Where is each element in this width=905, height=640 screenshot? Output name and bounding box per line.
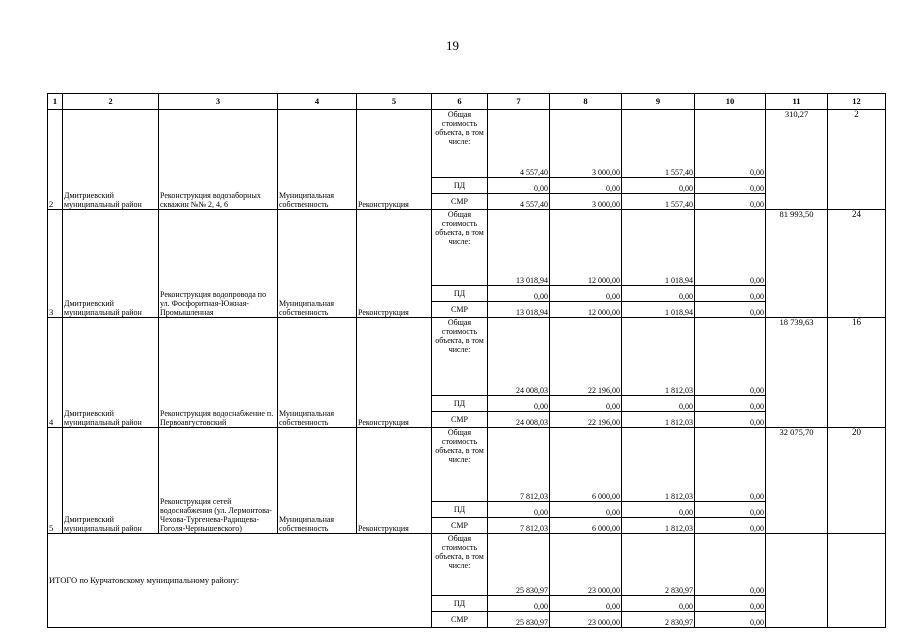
summary-column-12 <box>828 534 886 628</box>
smr-value: 12 000,00 <box>550 302 622 318</box>
pd-value: 0,00 <box>695 286 766 302</box>
object-name-cell: Реконструкция водозаборных скважин №№ 2, 4, 6 <box>159 110 278 210</box>
pd-label: ПД <box>432 502 488 518</box>
row-index: 3 <box>48 210 63 318</box>
summary-row <box>48 534 886 596</box>
total-value: 0,00 <box>695 428 766 502</box>
total-value: 7 812,03 <box>488 428 550 502</box>
pd-value: 0,00 <box>550 396 622 412</box>
smr-value: 1 812,03 <box>622 412 695 428</box>
table-row <box>48 210 886 286</box>
district-cell: Дмитриевский муниципальный район <box>63 210 159 318</box>
header-cell: 12 <box>828 94 886 110</box>
header-cell: 5 <box>357 94 432 110</box>
smr-value: 0,00 <box>695 412 766 428</box>
pd-value: 0,00 <box>488 178 550 194</box>
smr-value: 4 557,40 <box>488 194 550 210</box>
header-row <box>48 94 886 110</box>
smr-value: 1 557,40 <box>622 194 695 210</box>
column-12-value: 24 <box>828 210 886 318</box>
summary-pd-value: 0,00 <box>695 596 766 612</box>
total-cost-label: Общая стоимость объекта, в том числе: <box>432 318 488 396</box>
summary-label: ИТОГО по Курчатовскому муниципальному району: <box>48 534 432 628</box>
row-index: 5 <box>48 428 63 534</box>
ownership-cell: Муниципальная собственность <box>278 110 357 210</box>
total-value: 1 018,94 <box>622 210 695 286</box>
ownership-cell: Муниципальная собственность <box>278 428 357 534</box>
total-value: 22 196,00 <box>550 318 622 396</box>
summary-pd-value: 0,00 <box>622 596 695 612</box>
header-cell: 6 <box>432 94 488 110</box>
object-name-cell: Реконструкция водопровода по ул. Фосфоритная-Южная-Промышленная <box>159 210 278 318</box>
column-12-value: 16 <box>828 318 886 428</box>
smr-value: 0,00 <box>695 518 766 534</box>
total-value: 24 008,03 <box>488 318 550 396</box>
object-name-cell: Реконструкция водоснабжение п. Первоавгустовский <box>159 318 278 428</box>
summary-pd-value: 0,00 <box>488 596 550 612</box>
header-cell: 2 <box>63 94 159 110</box>
column-12-value: 20 <box>828 428 886 534</box>
smr-value: 1 018,94 <box>622 302 695 318</box>
pd-label: ПД <box>432 178 488 194</box>
row-index: 4 <box>48 318 63 428</box>
total-value: 0,00 <box>695 210 766 286</box>
column-11-value: 32 075,70 <box>766 428 828 534</box>
table-row <box>48 110 886 178</box>
summary-total-value: 0,00 <box>695 534 766 596</box>
pd-value: 0,00 <box>695 178 766 194</box>
total-value: 12 000,00 <box>550 210 622 286</box>
header-cell: 7 <box>488 94 550 110</box>
district-cell: Дмитриевский муниципальный район <box>63 428 159 534</box>
smr-value: 6 000,00 <box>550 518 622 534</box>
smr-label: СМР <box>432 302 488 318</box>
total-cost-label: Общая стоимость объекта, в том числе: <box>432 210 488 286</box>
pd-value: 0,00 <box>488 396 550 412</box>
summary-pd-label: ПД <box>432 596 488 612</box>
ownership-cell: Муниципальная собственность <box>278 318 357 428</box>
pd-value: 0,00 <box>622 286 695 302</box>
pd-value: 0,00 <box>488 286 550 302</box>
total-cost-label: Общая стоимость объекта, в том числе: <box>432 110 488 178</box>
header-cell: 8 <box>550 94 622 110</box>
work-type-cell: Реконструкция <box>357 318 432 428</box>
pd-label: ПД <box>432 396 488 412</box>
pd-value: 0,00 <box>622 502 695 518</box>
total-value: 1 812,03 <box>622 428 695 502</box>
summary-smr-value: 25 830,97 <box>488 612 550 628</box>
total-cost-label: Общая стоимость объекта, в том числе: <box>432 428 488 502</box>
district-cell: Дмитриевский муниципальный район <box>63 110 159 210</box>
header-cell: 11 <box>766 94 828 110</box>
smr-value: 0,00 <box>695 194 766 210</box>
district-cell: Дмитриевский муниципальный район <box>63 318 159 428</box>
summary-smr-value: 2 830,97 <box>622 612 695 628</box>
ownership-cell: Муниципальная собственность <box>278 210 357 318</box>
total-value: 0,00 <box>695 110 766 178</box>
smr-value: 7 812,03 <box>488 518 550 534</box>
page-number: 19 <box>446 38 459 53</box>
total-value: 1 557,40 <box>622 110 695 178</box>
smr-label: СМР <box>432 518 488 534</box>
total-value: 6 000,00 <box>550 428 622 502</box>
total-value: 13 018,94 <box>488 210 550 286</box>
work-type-cell: Реконструкция <box>357 210 432 318</box>
pd-value: 0,00 <box>550 178 622 194</box>
pd-value: 0,00 <box>550 286 622 302</box>
total-value: 0,00 <box>695 318 766 396</box>
smr-value: 3 000,00 <box>550 194 622 210</box>
smr-value: 24 008,03 <box>488 412 550 428</box>
column-12-value: 2 <box>828 110 886 210</box>
pd-value: 0,00 <box>550 502 622 518</box>
smr-value: 1 812,03 <box>622 518 695 534</box>
table-row <box>48 318 886 396</box>
column-11-value: 310,27 <box>766 110 828 210</box>
pd-value: 0,00 <box>488 502 550 518</box>
smr-value: 13 018,94 <box>488 302 550 318</box>
header-cell: 9 <box>622 94 695 110</box>
column-11-value: 18 739,63 <box>766 318 828 428</box>
object-name-cell: Реконструкция сетей водоснабжения (ул. Лермонтова-Чехова-Тургенева-Радищева-Гоголя-Чернышевского) <box>159 428 278 534</box>
pd-value: 0,00 <box>622 396 695 412</box>
pd-value: 0,00 <box>695 502 766 518</box>
investment-table <box>47 93 886 628</box>
smr-label: СМР <box>432 194 488 210</box>
summary-smr-value: 0,00 <box>695 612 766 628</box>
header-cell: 3 <box>159 94 278 110</box>
summary-column-11 <box>766 534 828 628</box>
summary-smr-value: 23 000,00 <box>550 612 622 628</box>
work-type-cell: Реконструкция <box>357 110 432 210</box>
summary-total-label: Общая стоимость объекта, в том числе: <box>432 534 488 596</box>
total-value: 1 812,03 <box>622 318 695 396</box>
summary-smr-label: СМР <box>432 612 488 628</box>
total-value: 3 000,00 <box>550 110 622 178</box>
smr-value: 0,00 <box>695 302 766 318</box>
work-type-cell: Реконструкция <box>357 428 432 534</box>
row-index: 2 <box>48 110 63 210</box>
table-row <box>48 428 886 502</box>
column-11-value: 81 993,50 <box>766 210 828 318</box>
summary-total-value: 23 000,00 <box>550 534 622 596</box>
summary-pd-value: 0,00 <box>550 596 622 612</box>
pd-value: 0,00 <box>622 178 695 194</box>
smr-label: СМР <box>432 412 488 428</box>
total-value: 4 557,40 <box>488 110 550 178</box>
header-cell: 4 <box>278 94 357 110</box>
smr-value: 22 196,00 <box>550 412 622 428</box>
pd-label: ПД <box>432 286 488 302</box>
pd-value: 0,00 <box>695 396 766 412</box>
header-cell: 1 <box>48 94 63 110</box>
summary-total-value: 2 830,97 <box>622 534 695 596</box>
summary-total-value: 25 830,97 <box>488 534 550 596</box>
header-cell: 10 <box>695 94 766 110</box>
